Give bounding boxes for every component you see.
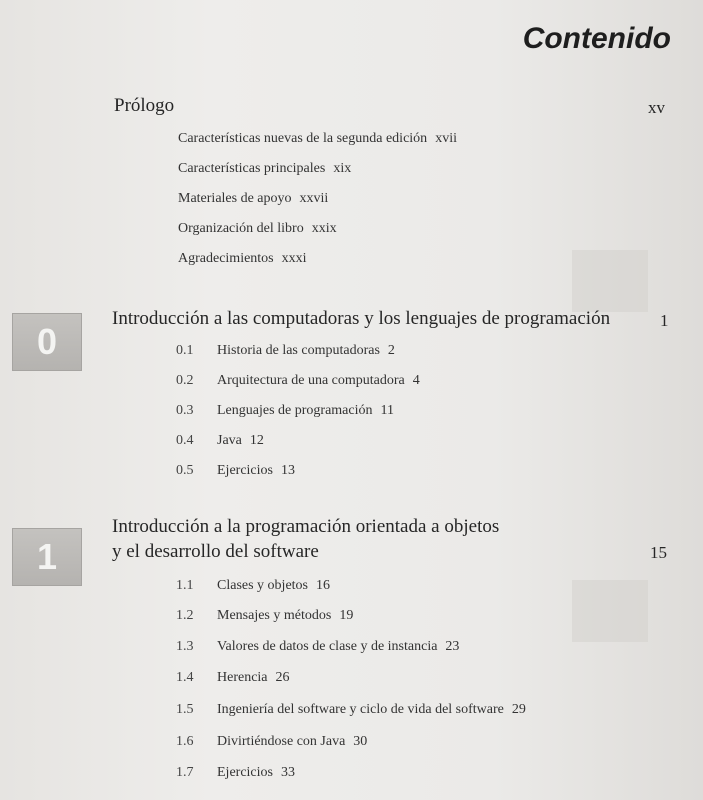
section-number: 1.2: [176, 608, 194, 623]
section-entry: Ejercicios 13: [217, 463, 295, 478]
section-entry: Lenguajes de programación 11: [217, 403, 394, 418]
chapter-title-line1: Introducción a la programación orientada a objetos: [112, 516, 500, 537]
section-number: 0.1: [176, 343, 194, 358]
section-entry: Historia de las computadoras 2: [217, 343, 395, 358]
chapter-number-badge: 0: [12, 313, 82, 371]
chapter-title-line2: y el desarrollo del software: [112, 541, 319, 562]
section-number: 0.4: [176, 433, 194, 448]
section-number: 0.2: [176, 373, 194, 388]
section-entry: Mensajes y métodos 19: [217, 608, 354, 623]
section-number: 0.3: [176, 403, 194, 418]
section-entry: Java 12: [217, 433, 264, 448]
chapter-title: Introducción a las computadoras y los lenguajes de programación: [112, 308, 611, 329]
section-number: 1.1: [176, 578, 194, 593]
section-number: 1.6: [176, 734, 194, 749]
section-number: 1.5: [176, 702, 194, 717]
section-number: 0.5: [176, 463, 194, 478]
section-entry: Herencia 26: [217, 670, 290, 685]
bleed-through-box: [572, 250, 648, 312]
prologo-item: Agradecimientos xxxi: [178, 251, 307, 266]
prologo-heading: Prólogo: [114, 95, 175, 116]
section-entry: Divirtiéndose con Java 30: [217, 734, 368, 749]
section-number: 1.4: [176, 670, 194, 685]
chapter-number-badge: 1: [12, 528, 82, 586]
section-entry: Ingeniería del software y ciclo de vida del software 29: [217, 702, 526, 717]
chapter-page: 15: [650, 543, 667, 562]
section-number: 1.3: [176, 639, 194, 654]
chapter-page: 1: [660, 311, 669, 330]
section-number: 1.7: [176, 765, 194, 780]
section-entry: Ejercicios 33: [217, 765, 295, 780]
section-entry: Arquitectura de una computadora 4: [217, 373, 420, 388]
prologo-item: Materiales de apoyo xxvii: [178, 191, 329, 206]
prologo-item: Organización del libro xxix: [178, 221, 337, 236]
section-entry: Valores de datos de clase y de instancia 23: [217, 639, 460, 654]
bleed-through-box: [572, 580, 648, 642]
prologo-item: Características principales xix: [178, 161, 352, 176]
page-title: Contenido: [522, 22, 671, 55]
prologo-item: Características nuevas de la segunda edición xvii: [178, 131, 457, 146]
section-entry: Clases y objetos 16: [217, 578, 330, 593]
prologo-page: xv: [648, 98, 665, 117]
